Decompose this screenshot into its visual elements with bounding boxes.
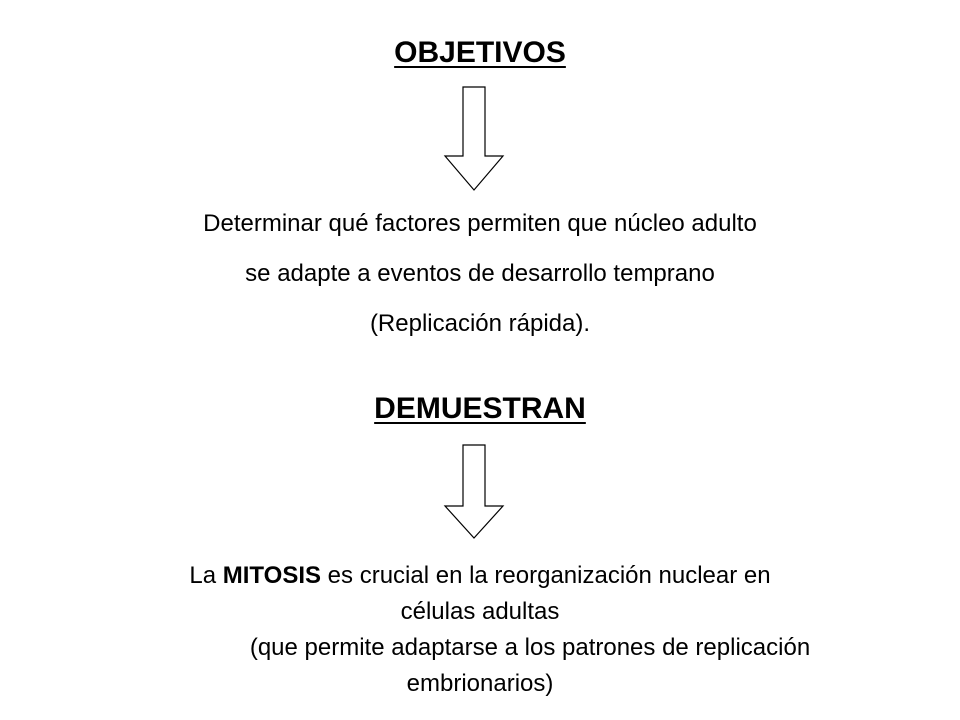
down-arrow-icon <box>443 444 505 540</box>
demonstrate-heading: DEMUESTRAN <box>374 392 586 425</box>
conclusion-line-3: (que permite adaptarse a los patrones de replicación <box>249 634 811 661</box>
conclusion-line-4: embrionarios) <box>406 670 554 697</box>
conclusion-line-1 <box>0 560 960 596</box>
conclusion-line-1-prefix: La <box>189 562 223 589</box>
conclusion-line-1-suffix: es crucial en la reorganización nuclear en <box>321 562 771 589</box>
conclusion-line-2: células adultas <box>400 598 560 625</box>
objectives-line-1: Determinar qué factores permiten que núcleo adulto <box>203 210 757 237</box>
mitosis-keyword: MITOSIS <box>222 562 322 589</box>
conclusion-paragraph <box>0 560 960 704</box>
down-arrow-icon <box>443 86 505 192</box>
objectives-heading: OBJETIVOS <box>394 36 566 69</box>
objectives-line-3: (Replicación rápida). <box>369 310 591 337</box>
objectives-paragraph <box>0 208 960 358</box>
objectives-line-2: se adapte a eventos de desarrollo temprano <box>245 260 715 287</box>
